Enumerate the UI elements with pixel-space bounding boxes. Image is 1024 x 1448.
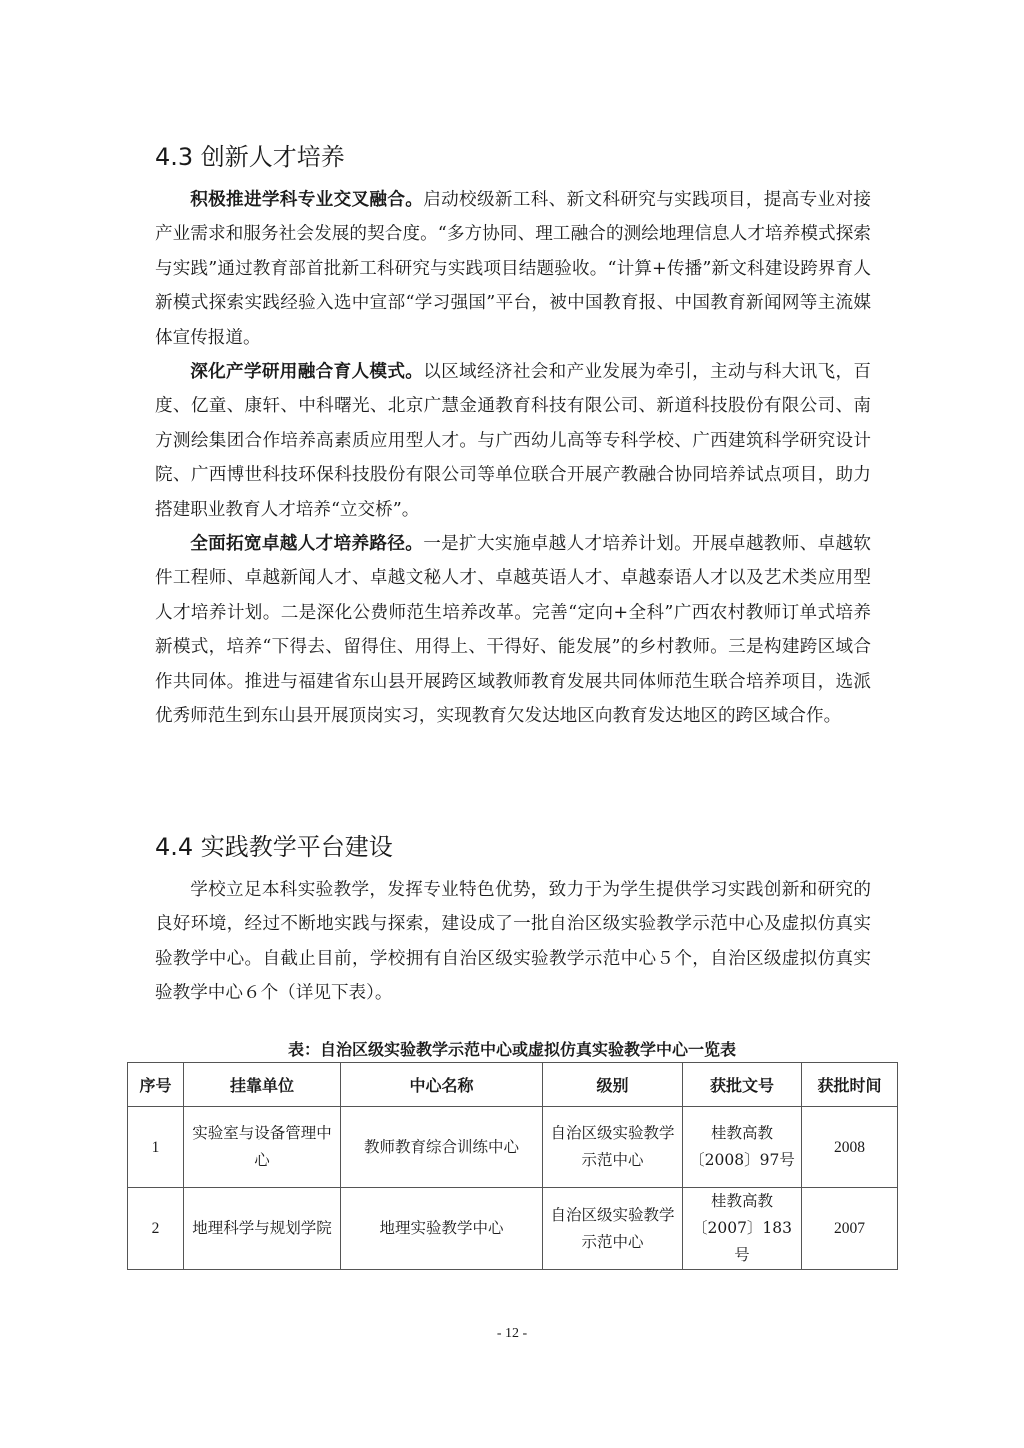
- paragraph-body: 启动校级新工科、新文科研究与实践项目，提高专业对接产业需求和服务社会发展的契合度。“多方协同、理工融合的测绘地理信息人才培养模式探索与实践”通过教育部首批新工科研究与实践项目结题验收。“计算+传播”新文科建设跨界育人新模式探索实践经验入选中宣部“学习强国”平台，被中国教育报、中国教育新闻网等主流媒体宣传报道。: [155, 190, 871, 348]
- table-caption: 表：自治区级实验教学示范中心或虚拟仿真实验教学中心一览表: [287, 1040, 736, 1059]
- cell-approval-doc: 桂教高教〔2007〕183号: [683, 1188, 802, 1270]
- cell-index: 2: [128, 1188, 184, 1270]
- paragraph-lead: 全面拓宽卓越人才培养路径。: [190, 533, 424, 554]
- cell-center-name: 教师教育综合训练中心: [341, 1107, 543, 1188]
- cell-level: 自治区级实验教学示范中心: [543, 1107, 683, 1188]
- header-level: 级别: [543, 1063, 683, 1107]
- header-index: 序号: [128, 1063, 184, 1107]
- header-approval-year: 获批时间: [802, 1063, 898, 1107]
- paragraph-industry-education: [155, 355, 871, 527]
- paragraph-interdisciplinary: [155, 183, 871, 355]
- paragraph-excellence-talent: [155, 527, 871, 733]
- header-approval-doc: 获批文号: [683, 1063, 802, 1107]
- section-heading-4-3: 4.3 创新人才培养: [155, 143, 345, 171]
- cell-approval-doc: 桂教高教〔2008〕97号: [683, 1107, 802, 1188]
- header-unit: 挂靠单位: [184, 1063, 341, 1107]
- paragraph-body: 以区域经济社会和产业发展为牵引，主动与科大讯飞，百度、亿童、康轩、中科曙光、北京广慧金通教育科技有限公司、新道科技股份有限公司、南方测绘集团合作培养高素质应用型人才。与广西幼儿高等专科学校、广西建筑科学研究设计院、广西博世科技环保科技股份有限公司等单位联合开展产教融合协同培养试点项目，助力搭建职业教育人才培养“立交桥”。: [155, 362, 871, 520]
- paragraph-practice-platform: [155, 873, 871, 1011]
- section-heading-4-4: 4.4 实践教学平台建设: [155, 833, 393, 861]
- paragraph-lead: 积极推进学科专业交叉融合。: [190, 189, 424, 210]
- cell-approval-year: 2008: [802, 1107, 898, 1188]
- table-header-row: [128, 1063, 898, 1107]
- page-number: - 12 -: [496, 1326, 528, 1341]
- cell-unit: 地理科学与规划学院: [184, 1188, 341, 1270]
- table-row: [128, 1188, 898, 1270]
- cell-approval-year: 2007: [802, 1188, 898, 1270]
- paragraph-body: 一是扩大实施卓越人才培养计划。开展卓越教师、卓越软件工程师、卓越新闻人才、卓越文秘人才、卓越英语人才、卓越泰语人才以及艺术类应用型人才培养计划。二是深化公费师范生培养改革。完善“定向+全科”广西农村教师订单式培养新模式，培养“下得去、留得住、用得上、干得好、能发展”的乡村教师。三是构建跨区域合作共同体。推进与福建省东山县开展跨区域教师教育发展共同体师范生联合培养项目，选派优秀师范生到东山县开展顶岗实习，实现教育欠发达地区向教育发达地区的跨区域合作。: [155, 534, 871, 727]
- cell-center-name: 地理实验教学中心: [341, 1188, 543, 1270]
- demonstration-center-table: [127, 1062, 898, 1270]
- paragraph-body: 学校立足本科实验教学，发挥专业特色优势，致力于为学生提供学习实践创新和研究的良好环境，经过不断地实践与探索，建设成了一批自治区级实验教学示范中心及虚拟仿真实验教学中心。自截止目前，学校拥有自治区级实验教学示范中心５个，自治区级虚拟仿真实验教学中心６个（详见下表）。: [155, 880, 871, 1004]
- table-row: [128, 1107, 898, 1188]
- paragraph-lead: 深化产学研用融合育人模式。: [190, 361, 424, 382]
- cell-level: 自治区级实验教学示范中心: [543, 1188, 683, 1270]
- cell-unit: 实验室与设备管理中心: [184, 1107, 341, 1188]
- cell-index: 1: [128, 1107, 184, 1188]
- header-center-name: 中心名称: [341, 1063, 543, 1107]
